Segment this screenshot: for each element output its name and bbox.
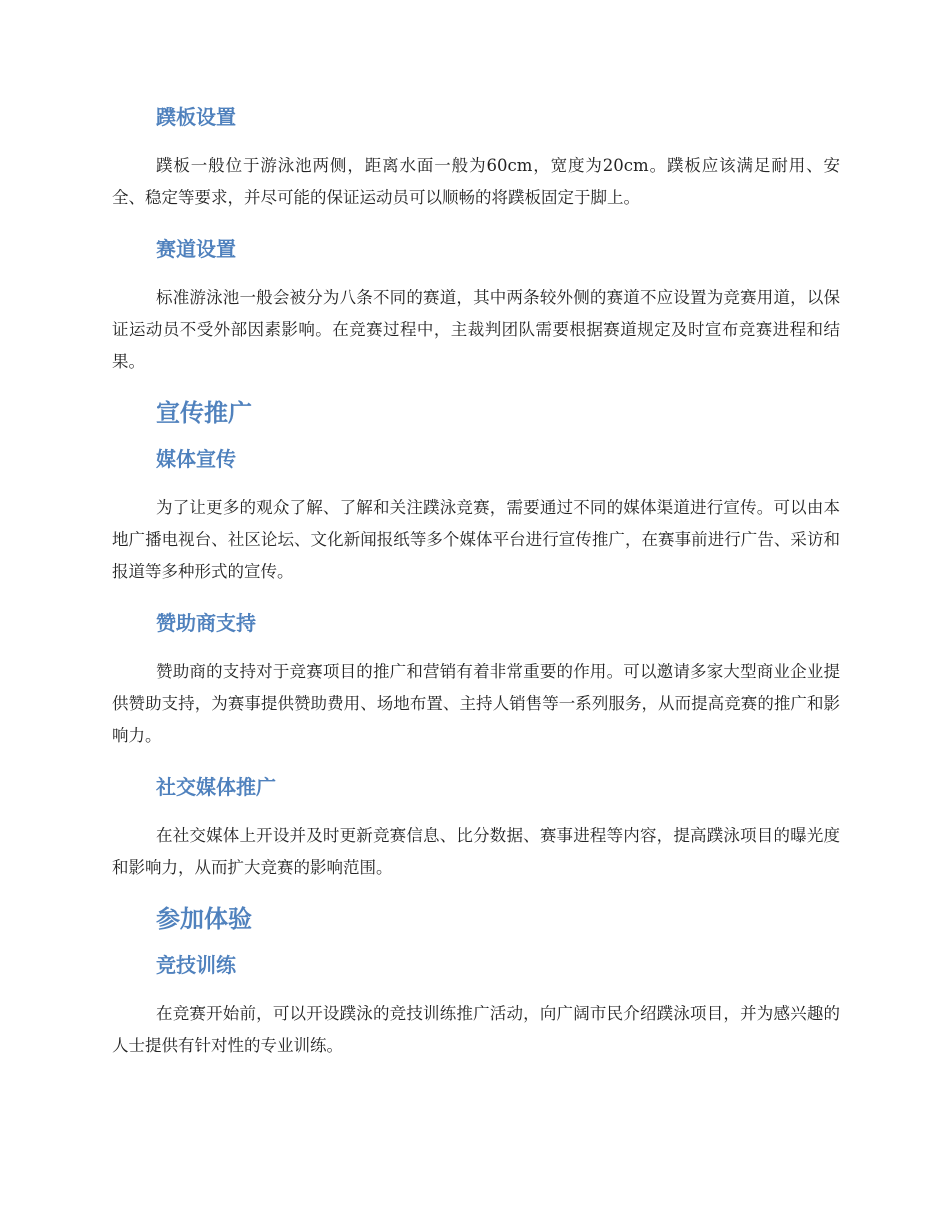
section-heading-sponsors: 赞助商支持 [156, 611, 256, 635]
section-body-sponsors: 赞助商的支持对于竞赛项目的推广和营销有着非常重要的作用。可以邀请多家大型商业企业提供赞助支持，为赛事提供赞助费用、场地布置、主持人销售等一系列服务，从而提高竞赛的推广和影响力。 [112, 662, 840, 745]
section-heading-media: 媒体宣传 [156, 447, 236, 471]
chapter-heading-promotion: 宣传推广 [156, 399, 252, 427]
document-page [112, 104, 840, 1062]
section-body-media: 为了让更多的观众了解、了解和关注蹼泳竞赛，需要通过不同的媒体渠道进行宣传。可以由本地广播电视台、社区论坛、文化新闻报纸等多个媒体平台进行宣传推广，在赛事前进行广告、采访和报道等多种形式的宣传。 [112, 498, 840, 581]
section-heading-flipper-board: 蹼板设置 [156, 105, 236, 129]
section-heading-training: 竞技训练 [156, 953, 236, 977]
section-heading-social-media: 社交媒体推广 [156, 775, 276, 799]
section-body-training: 在竞赛开始前，可以开设蹼泳的竞技训练推广活动，向广阔市民介绍蹼泳项目，并为感兴趣的人士提供有针对性的专业训练。 [112, 1004, 840, 1055]
section-heading-lanes: 赛道设置 [156, 237, 236, 261]
section-body-social-media: 在社交媒体上开设并及时更新竞赛信息、比分数据、赛事进程等内容，提高蹼泳项目的曝光度和影响力，从而扩大竞赛的影响范围。 [112, 826, 840, 877]
chapter-heading-experience: 参加体验 [156, 905, 252, 933]
section-body-lanes: 标准游泳池一般会被分为八条不同的赛道，其中两条较外侧的赛道不应设置为竞赛用道，以保证运动员不受外部因素影响。在竞赛过程中，主裁判团队需要根据赛道规定及时宣布竞赛进程和结果。 [112, 288, 840, 371]
section-body-flipper-board: 蹼板一般位于游泳池两侧，距离水面一般为60cm，宽度为20cm。蹼板应该满足耐用、安全、稳定等要求，并尽可能的保证运动员可以顺畅的将蹼板固定于脚上。 [112, 156, 840, 207]
